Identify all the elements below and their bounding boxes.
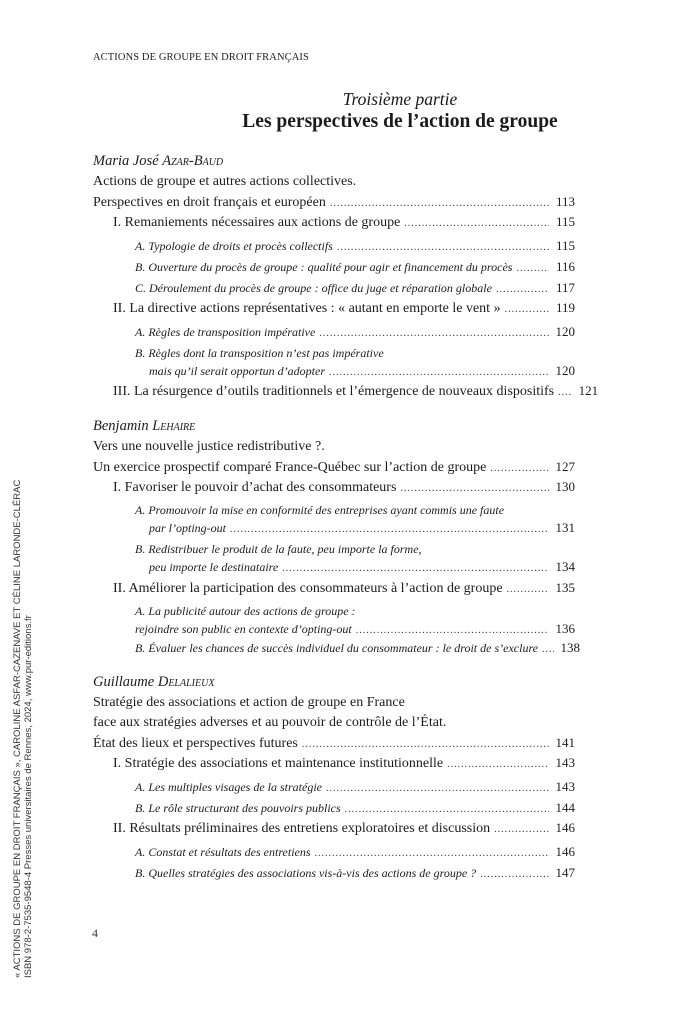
toc-entry[interactable]: A. Règles de transposition impérative ..... 120 (93, 321, 575, 342)
page-number: 4 (92, 926, 98, 940)
page-ref: 130 (555, 479, 575, 494)
page-ref: 143 (555, 779, 575, 794)
chapter-title: Vers une nouvelle justice redistributive ?. (93, 439, 325, 454)
sidebar-line-1: « ACTIONS DE GROUPE EN DROIT FRANÇAIS », CAROLINE ASFAR-CAZENAVE ET CÉLINE LARONDE-CLÉRAC (12, 479, 23, 978)
author-first-name: Maria José (93, 153, 159, 169)
page-ref: 147 (555, 865, 575, 880)
page-ref: 146 (555, 820, 575, 835)
author-first-name: Guillaume (93, 674, 155, 690)
page-ref: 120 (555, 363, 575, 378)
toc-entry[interactable]: A. La publicité autour des actions de groupe : (135, 604, 356, 618)
toc-entry[interactable]: État des lieux et perspectives futures ..... 141 (93, 733, 575, 753)
leader-dots (319, 323, 549, 344)
leader-dots (480, 864, 549, 885)
page-ref: 113 (555, 194, 575, 209)
leader-dots (282, 560, 549, 577)
part-heading (0, 88, 700, 134)
toc-chapter-2 (93, 416, 580, 658)
leader-dots (400, 479, 549, 499)
part-title: Les perspectives de l’action de groupe (242, 111, 558, 132)
leader-dots (345, 799, 549, 820)
copyright-sidebar (12, 480, 34, 978)
page-ref: 141 (555, 735, 575, 750)
toc-entry[interactable]: A. Constat et résultats des entretiens ..... 146 (93, 841, 575, 862)
author-last-name: Lehaire (152, 418, 196, 434)
leader-dots (490, 459, 549, 479)
chapter-author (93, 672, 575, 693)
page-ref: 120 (555, 324, 575, 339)
page-ref: 115 (555, 238, 575, 253)
leader-dots (494, 820, 549, 840)
page-ref: 146 (555, 844, 575, 859)
leader-dots (507, 580, 549, 600)
page-ref: 116 (555, 259, 575, 274)
page-ref: 135 (555, 580, 575, 595)
toc-chapter-1 (93, 151, 599, 401)
toc-entry[interactable]: B. Règles dont la transposition n’est pas impérative (135, 346, 384, 360)
leader-dots (542, 639, 554, 660)
leader-dots (505, 300, 549, 320)
page-ref: 121 (578, 383, 599, 398)
leader-dots (330, 194, 549, 214)
toc-entry[interactable]: B. Ouverture du procès de groupe : qualité pour agir et financement du procès ..... 116 (93, 256, 575, 277)
leader-dots (302, 735, 549, 755)
page-ref: 127 (555, 459, 575, 474)
page-ref: 143 (555, 755, 575, 770)
toc-chapter-3 (93, 672, 575, 883)
chapter-title: Stratégie des associations et action de groupe en France (93, 695, 405, 710)
page-ref: 134 (555, 559, 575, 574)
toc-entry[interactable]: Un exercice prospectif comparé France-Québec sur l’action de groupe ..... 127 (93, 457, 575, 477)
leader-dots (404, 214, 549, 234)
chapter-title: face aux stratégies adverses et au pouvoir de contrôle de l’État. (93, 715, 447, 730)
toc-entry[interactable]: I. Remaniements nécessaires aux actions de groupe ..... 115 (93, 212, 575, 232)
leader-dots (447, 755, 549, 775)
toc-entry[interactable]: II. La directive actions représentatives : « autant en emporte le vent » ..... 119 (93, 298, 575, 318)
leader-dots (516, 258, 549, 279)
chapter-author (93, 416, 575, 437)
page-ref: 138 (560, 640, 580, 655)
toc-entry-continuation[interactable]: mais qu’il serait opportun d’adopter ..... 120 (93, 362, 575, 379)
page-ref: 144 (555, 800, 575, 815)
toc-entry[interactable]: A. Promouvoir la mise en conformité des entreprises ayant commis une faute (135, 503, 505, 517)
toc-entry-continuation[interactable]: par l’opting-out ..... 131 (93, 519, 575, 536)
author-last-name: Azar-Baud (162, 153, 224, 169)
page-ref: 136 (555, 621, 575, 636)
page-ref: 115 (555, 214, 575, 229)
page-ref: 131 (555, 520, 575, 535)
toc-entry[interactable]: C. Déroulement du procès de groupe : office du juge et réparation globale ..... 117 (93, 277, 575, 298)
leader-dots (356, 622, 549, 639)
leader-dots (230, 521, 549, 538)
toc-entry[interactable]: I. Favoriser le pouvoir d’achat des consommateurs ..... 130 (93, 477, 575, 497)
author-first-name: Benjamin (93, 418, 149, 434)
chapter-author (93, 151, 575, 172)
toc-entry-continuation[interactable]: rejoindre son public en contexte d’opting-out ..... 136 (93, 620, 575, 637)
leader-dots (337, 237, 549, 258)
leader-dots (558, 383, 572, 403)
leader-dots (329, 364, 549, 381)
toc-entry[interactable]: B. Quelles stratégies des associations vis-à-vis des actions de groupe ? ..... 147 (93, 862, 575, 883)
toc-entry[interactable]: B. Redistribuer le produit de la faute, peu importe la forme, (135, 542, 422, 556)
toc-entry[interactable]: II. Résultats préliminaires des entretiens exploratoires et discussion ..... 146 (93, 818, 575, 838)
toc-entry[interactable]: III. La résurgence d’outils traditionnels et l’émergence de nouveaux dispositifs ..... 121 (93, 381, 575, 401)
toc-entry[interactable]: I. Stratégie des associations et maintenance institutionnelle ..... 143 (93, 753, 575, 773)
part-label: Troisième partie (342, 89, 458, 109)
leader-dots (496, 279, 549, 300)
toc-entry[interactable]: B. Le rôle structurant des pouvoirs publics ..... 144 (93, 797, 575, 818)
toc-entry[interactable]: B. Évaluer les chances de succès individuel du consommateur : le droit de s’exclure ..... 138 (93, 637, 575, 658)
toc-entry-continuation[interactable]: peu importe le destinataire ..... 134 (93, 558, 575, 575)
page-ref: 117 (555, 280, 575, 295)
chapter-title: Actions de groupe et autres actions collectives. (93, 174, 357, 189)
running-head: ACTIONS DE GROUPE EN DROIT FRANÇAIS (93, 52, 309, 63)
leader-dots (315, 843, 549, 864)
leader-dots (326, 778, 549, 799)
toc-entry[interactable]: II. Améliorer la participation des consommateurs à l’action de groupe ..... 135 (93, 578, 575, 598)
author-last-name: Delalieux (157, 674, 215, 690)
page-ref: 119 (555, 300, 575, 315)
toc-entry[interactable]: A. Les multiples visages de la stratégie ..... 143 (93, 776, 575, 797)
sidebar-line-2: ISBN 978-2-7535-9548-4 Presses universitaires de Rennes, 2024, www.pur-editions.fr (23, 615, 34, 978)
toc-entry[interactable]: A. Typologie de droits et procès collectifs ..... 115 (93, 235, 575, 256)
toc-entry[interactable]: Perspectives en droit français et européen ..... 113 (93, 192, 575, 212)
